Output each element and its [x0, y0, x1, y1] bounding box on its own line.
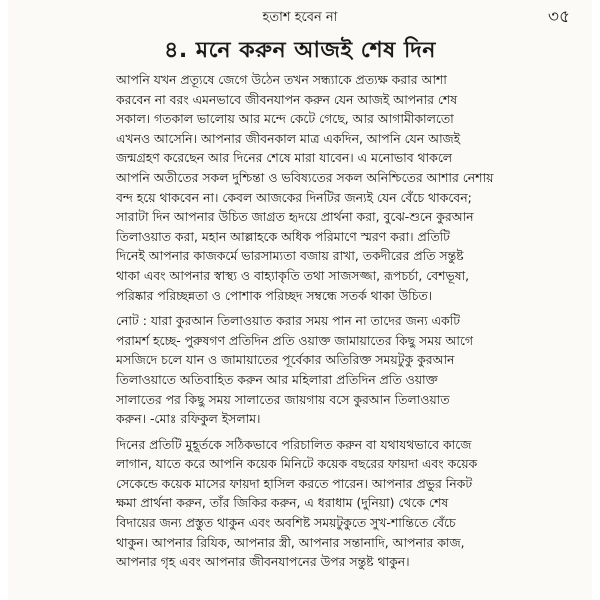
text-line: থাকা এবং আপনার স্বাস্থ্য ও বাহ্যাকৃতি তথা সাজসজ্জা, রূপচর্চা, বেশভূষা, — [116, 267, 470, 283]
text-line: এখনও আসেনি। আপনার জীবনকাল মাত্র একদিন, আপনি যেন আজই — [116, 130, 461, 146]
text-line: বিদায়ের জন্য প্রস্তুত থাকুন এবং অবশিষ্ট সময়টুকুতে সুখ-শান্তিতে বেঁচে — [116, 515, 456, 531]
text-line: ক্ষমা প্রার্থনা করুন, তাঁর জিকির করুন, এ ধরাধাম (দুনিয়া) থেকে শেষ — [116, 495, 449, 511]
text-line: থাকুন। আপনার রিযিক, আপনার স্ত্রী, আপনার সন্তানাদি, আপনার কাজ, — [116, 534, 465, 550]
text-line: করুন। -মোঃ রফিকুল ইসলাম। — [116, 411, 261, 427]
text-line: বন্দ হয়ে থাকবেন না। কেবল আজকের দিনটির জন্যই যেন বেঁচে থাকবেন; — [116, 189, 472, 205]
text-line: লাগান, যাতে করে আপনি কয়েক মিনিটে কয়েক বছরের ফায়দা এবং কয়েক — [116, 456, 478, 472]
text-line: নোট : যারা কুরআন তিলাওয়াত করার সময় পান না তাদের জন্য একটি — [116, 313, 461, 329]
text-line: পরিষ্কার পরিচ্ছন্নতা ও পোশাক পরিচ্ছদ সম্বন্ধে সতর্ক থাকা উচিত। — [116, 287, 433, 303]
book-page — [8, 0, 592, 600]
text-line: তিলাওয়াতে অতিবাহিত করুন আর মহিলারা প্রতিদিন প্রতি ওয়াক্ত — [116, 371, 438, 387]
running-header — [8, 4, 592, 26]
text-line: জন্মগ্রহণ করেছেন আর দিনের শেষে মারা যাবেন। এ মনোভাব থাকলে — [116, 150, 453, 166]
running-title: হতাশ হবেন না — [262, 10, 338, 25]
chapter-title: ৪. মনে করুন আজই শেষ দিন — [164, 38, 436, 63]
text-line: দিনেই আপনার কাজকর্মে ভারসাম্যতা বজায় রাখা, তকদীরের প্রতি সন্তুষ্ট — [116, 248, 464, 264]
text-line: পরামর্শ হচ্ছে- পুরুষগণ প্রতিদিন প্রতি ওয়াক্ত জামায়াতের কিছু সময় আগে — [116, 332, 473, 348]
text-line: সকাল। গতকাল ভালোয় আর মন্দে কেটে গেছে, আর আগামীকালতো — [116, 111, 454, 127]
page-number: ৩৫ — [547, 7, 570, 27]
body-text — [116, 70, 546, 578]
paragraph-closing — [116, 435, 546, 572]
text-line: আপনি অতীতের সকল দুশ্চিন্তা ও ভবিষ্যতের সকল অনিশ্চিতের আশার নেশায় — [116, 169, 494, 185]
text-line: মসজিদে চলে যান ও জামায়াতের পূর্বেকার অতিরিক্ত সময়টুকু কুরআন — [116, 352, 455, 368]
text-line: সালাতের পর কিছু সময় সালাতের জায়গায় বসে কুরআন তিলাওয়াত — [116, 391, 450, 407]
text-line: করবেন না বরং এমনভাবে জীবনযাপন করুন যেন আজই আপনার শেষ — [116, 91, 458, 107]
text-line: দিনের প্রতিটি মুহূর্তকে সঠিকভাবে পরিচালিত করুন বা যথাযথভাবে কাজে — [116, 436, 472, 452]
text-line: সেকেন্ডে কয়েক মাসের ফায়দা হাসিল করতে পারেন। আপনার প্রভুর নিকট — [116, 475, 473, 491]
text-line: আপনার গৃহ এবং আপনার জীবনযাপনের উপর সন্তুষ্ট থাকুন। — [116, 554, 410, 570]
text-line: তিলাওয়াত করা, মহান আল্লাহকে অধিক পরিমাণে স্মরণ করা। প্রতিটি — [116, 228, 450, 244]
text-line: আপনি যখন প্রত্যূষে জেগে উঠেন তখন সন্ধ্যাকে প্রত্যক্ষ করার আশা — [116, 72, 447, 87]
paragraph-intro — [116, 70, 546, 305]
paragraph-note — [116, 311, 546, 429]
text-line: সারাটা দিন আপনার উচিত জাগ্রত হৃদয়ে প্রার্থনা করা, বুঝে-শুনে কুরআন — [116, 209, 474, 225]
